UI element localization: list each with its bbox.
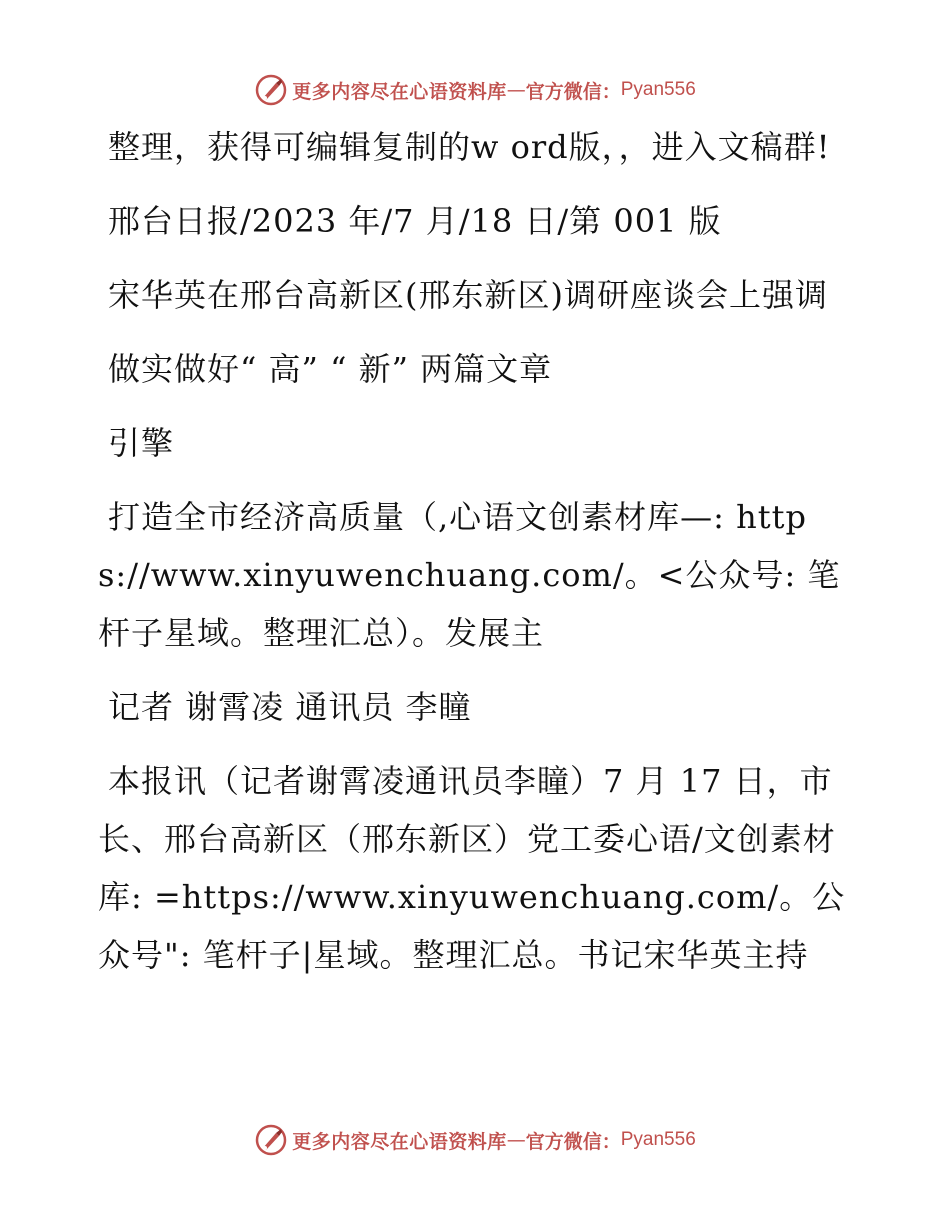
quill-pen-logo-icon — [254, 73, 288, 107]
wechat-id: Pyan556 — [620, 1129, 696, 1150]
banner-separator: — — [506, 79, 526, 101]
banner-separator: — — [506, 1129, 526, 1151]
article-subheadline-cont: 引擎 — [108, 424, 175, 462]
article-headline: 宋华英在邢台高新区(邢东新区)调研座谈会上强调 — [108, 276, 828, 314]
wechat-label: 官方微信： — [525, 80, 621, 103]
source-line: 邢台日报/2023 年/7 月/18 日/第 001 版 — [108, 202, 722, 240]
article-paragraph: 本报讯（记者谢霄凌通讯员李瞳）7 月 17 日，市长、邢台高新区（邢东新区）党工委心语/文创素材库: =https://www.xinyuwenchuang.com/。公众号": 笔杆子|星域。整理汇总。书记宋华英主持 — [98, 762, 846, 974]
wechat-id: Pyan556 — [620, 79, 696, 100]
header-banner — [0, 70, 950, 110]
intro-paragraph: 整理，获得可编辑复制的w ord版，，进入文稿群! — [108, 128, 831, 166]
footer-banner — [0, 1120, 950, 1160]
banner-text: 更多内容尽在心语资料库 — [292, 1130, 507, 1153]
article-subheadline: 做实做好“ 高” “ 新” 两篇文章 — [108, 350, 553, 388]
wechat-label: 官方微信： — [525, 1130, 621, 1153]
banner-text: 更多内容尽在心语资料库 — [292, 80, 507, 103]
document-body — [98, 118, 850, 1000]
article-paragraph: 打造全市经济高质量（,心语文创素材库—: https://www.xinyuwenchuang.com/。<公众号: 笔杆子星域。整理汇总）。发展主 — [98, 498, 841, 652]
quill-pen-logo-icon — [254, 1123, 288, 1157]
byline: 记者 谢霄凌 通讯员 李瞳 — [108, 688, 472, 726]
